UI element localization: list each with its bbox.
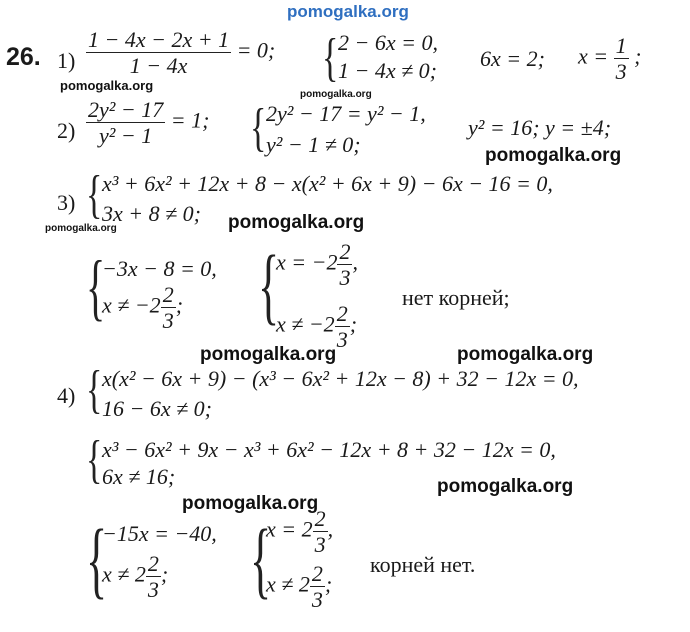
system-brace: {: [86, 244, 106, 329]
fraction-numerator: 2y² − 17: [88, 97, 164, 122]
fraction-denominator: 3: [147, 577, 159, 603]
system-line: 16 − 6x ≠ 0;: [102, 396, 213, 421]
system-line: [266, 562, 332, 611]
fraction: [86, 98, 165, 147]
system-line-end: ;: [324, 571, 333, 597]
system-line-end: ,: [327, 516, 334, 542]
fraction-denominator: 3: [339, 265, 351, 291]
system-line: [102, 283, 183, 332]
fraction-numerator: 2: [336, 301, 348, 326]
system-line: 2 − 6x = 0,: [338, 30, 438, 55]
part-2-label: 2): [57, 118, 76, 143]
system-line-end: ;: [160, 561, 169, 587]
part-3-conclusion: нет корней;: [402, 285, 510, 310]
watermark: pomogalka.org: [485, 145, 622, 166]
watermark: pomogalka.org: [437, 476, 574, 497]
system-line: 1 − 4x ≠ 0;: [338, 58, 438, 83]
system-line-lhs: x ≠ 2: [266, 571, 310, 597]
part-1-label: 1): [57, 48, 76, 73]
system-line: −3x − 8 = 0,: [102, 256, 217, 281]
equation-tail: = 1;: [170, 107, 210, 133]
part-4-label: 4): [57, 383, 76, 408]
fraction-denominator: 3: [615, 59, 627, 85]
watermark: pomogalka.org: [200, 344, 337, 365]
watermark: pomogalka.org: [45, 223, 117, 234]
fraction: [614, 34, 629, 83]
watermark: pomogalka.org: [60, 78, 154, 93]
watermark: pomogalka.org: [228, 212, 365, 233]
system-line: [266, 507, 333, 556]
system-line: 6x ≠ 16;: [102, 464, 176, 489]
part-1-result: [578, 34, 641, 83]
system-brace: {: [322, 30, 339, 88]
step: 6x = 2;: [480, 46, 545, 71]
system-brace: {: [86, 432, 103, 490]
system-brace: {: [86, 362, 103, 420]
system-line: 2y² − 17 = y² − 1,: [266, 101, 426, 126]
equation-tail: = 0;: [236, 37, 276, 63]
fraction-denominator: 3: [336, 327, 348, 353]
fraction-denominator: 3: [162, 308, 174, 334]
fraction-denominator: 1 − 4x: [129, 53, 188, 79]
result-end: ;: [634, 43, 642, 69]
fraction-numerator: 2: [311, 561, 323, 586]
system-line: [276, 302, 357, 351]
watermark: pomogalka.org: [300, 89, 372, 100]
system-brace: {: [258, 237, 280, 334]
fraction: [86, 28, 231, 77]
watermark: pomogalka.org: [457, 344, 594, 365]
system-line-lhs: x = 2: [266, 516, 313, 542]
system-brace: {: [86, 167, 103, 225]
system-line: y² − 1 ≠ 0;: [266, 132, 361, 157]
fraction: [161, 283, 176, 332]
part-2-equation: [86, 98, 209, 147]
system-line: x³ − 6x² + 9x − x³ + 6x² − 12x + 8 + 32 − 12x = 0,: [102, 437, 556, 462]
result-lhs: x =: [578, 43, 609, 69]
watermark-top: pomogalka.org: [287, 2, 409, 21]
system-line: 3x + 8 ≠ 0;: [102, 201, 202, 226]
system-line: [102, 552, 168, 601]
fraction: [313, 507, 328, 556]
part-3-label: 3): [57, 190, 76, 215]
fraction: [335, 302, 350, 351]
system-line-lhs: x ≠ 2: [102, 561, 146, 587]
system-line: x³ + 6x² + 12x + 8 − x(x² + 6x + 9) − 6x − 16 = 0,: [102, 171, 553, 196]
system-brace: {: [86, 511, 108, 608]
part-1-equation: [86, 28, 275, 77]
fraction-numerator: 2: [314, 506, 326, 531]
system-line-end: ;: [349, 311, 358, 337]
system-line-lhs: x = −2: [276, 249, 338, 275]
problem-number: 26.: [6, 43, 41, 71]
fraction: [310, 562, 325, 611]
fraction: [146, 552, 161, 601]
fraction-denominator: 3: [311, 587, 323, 613]
system-line-end: ,: [352, 249, 358, 275]
part-4-conclusion: корней нет.: [370, 552, 476, 577]
system-line: x(x² − 6x + 9) − (x³ − 6x² + 12x − 8) + 32 − 12x = 0,: [102, 366, 579, 391]
system-brace: {: [250, 511, 272, 608]
fraction-numerator: 2: [339, 239, 351, 264]
fraction-numerator: 2: [147, 551, 159, 576]
system-line-end: ;: [175, 292, 184, 318]
system-brace: {: [250, 100, 267, 158]
fraction: [337, 240, 352, 289]
part-2-result: y² = 16; y = ±4;: [468, 115, 612, 140]
fraction-denominator: 3: [314, 532, 326, 558]
fraction-numerator: 1: [615, 33, 627, 58]
system-line: −15x = −40,: [102, 521, 217, 546]
watermark: pomogalka.org: [182, 493, 319, 514]
fraction-numerator: 2: [162, 282, 174, 307]
system-line-lhs: x ≠ −2: [102, 292, 161, 318]
system-line-lhs: x ≠ −2: [276, 311, 335, 337]
fraction-denominator: y² − 1: [99, 123, 153, 149]
system-line: [276, 240, 358, 289]
fraction-numerator: 1 − 4x − 2x + 1: [88, 27, 230, 52]
